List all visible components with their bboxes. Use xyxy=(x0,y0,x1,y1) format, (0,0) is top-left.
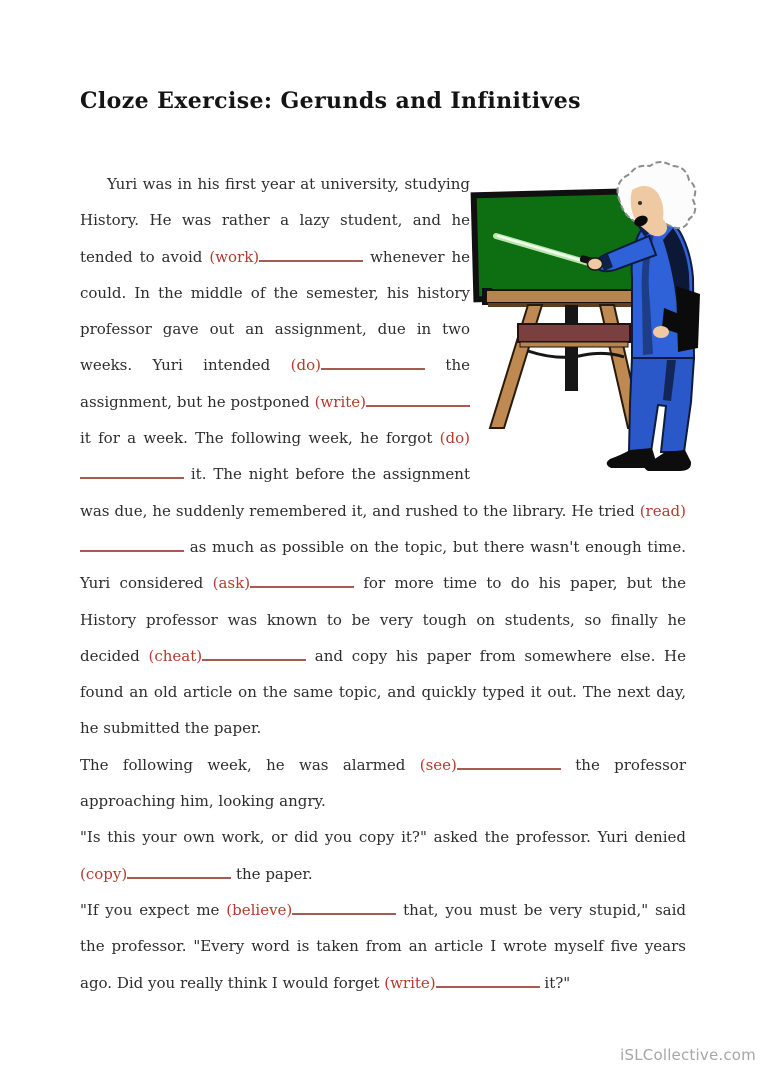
answer-blank xyxy=(202,651,306,661)
verb-hint: (see) xyxy=(419,755,457,774)
answer-blank xyxy=(80,542,184,552)
answer-blank xyxy=(80,469,184,479)
verb-hint: (believe) xyxy=(226,900,293,919)
islcollective-watermark: iSLCollective.com xyxy=(620,1046,756,1064)
verb-hint: (do) xyxy=(439,429,470,448)
paragraph: Yuri was in his first year at university, studying History. He was rather a lazy student, and he tended to avoid (work) whenever he could. In the middle of the semester, his history professor gave out an assignment, due in two weeks. Yuri intended (do) the assignment, but he postponed (write) it for a week. The following week, he forgot (do) it. The night before the assignment was due, he suddenly remembered it, and rushed to the library. He tried (read) as much as possible on the topic, but there wasn't enough time. Yuri considered (ask) for more time to do his paper, but the History professor was known to be very tough on students, so finally he decided (cheat) and copy his paper from somewhere else. He found an old article on the same topic, and quickly typed it out. The next day, he submitted the paper. xyxy=(80,175,686,738)
professor-chalkboard-illustration xyxy=(484,160,700,478)
verb-hint: (copy) xyxy=(80,864,128,883)
answer-blank xyxy=(366,397,470,407)
story xyxy=(80,166,686,1001)
answer-blank xyxy=(292,905,396,915)
professor-chalkboard-svg xyxy=(468,160,700,482)
paragraph: "Is this your own work, or did you copy it?" asked the professor. Yuri denied (copy) the paper. xyxy=(80,828,686,883)
answer-blank xyxy=(457,760,561,770)
answer-blank xyxy=(127,868,231,878)
answer-blank xyxy=(321,360,425,370)
verb-hint: (work) xyxy=(209,247,260,266)
paragraph: "If you expect me (believe) that, you must be very stupid," said the professor. "Every word is taken from an article I wrote myself five years ago. Did you really think I would forget (write) it?" xyxy=(80,900,686,992)
answer-blank xyxy=(250,578,354,588)
verb-hint: (write) xyxy=(384,973,436,992)
answer-blank xyxy=(436,977,540,987)
verb-hint: (cheat) xyxy=(148,646,203,665)
verb-hint: (do) xyxy=(290,356,322,375)
paragraph: The following week, he was alarmed (see) the professor approaching him, looking angry. xyxy=(80,755,686,811)
verb-hint: (read) xyxy=(639,501,686,520)
page-title: Cloze Exercise: Gerunds and Infinitives xyxy=(80,88,581,114)
answer-blank xyxy=(259,251,363,261)
verb-hint: (write) xyxy=(314,392,366,411)
hand xyxy=(588,258,603,270)
verb-hint: (ask) xyxy=(212,574,251,593)
